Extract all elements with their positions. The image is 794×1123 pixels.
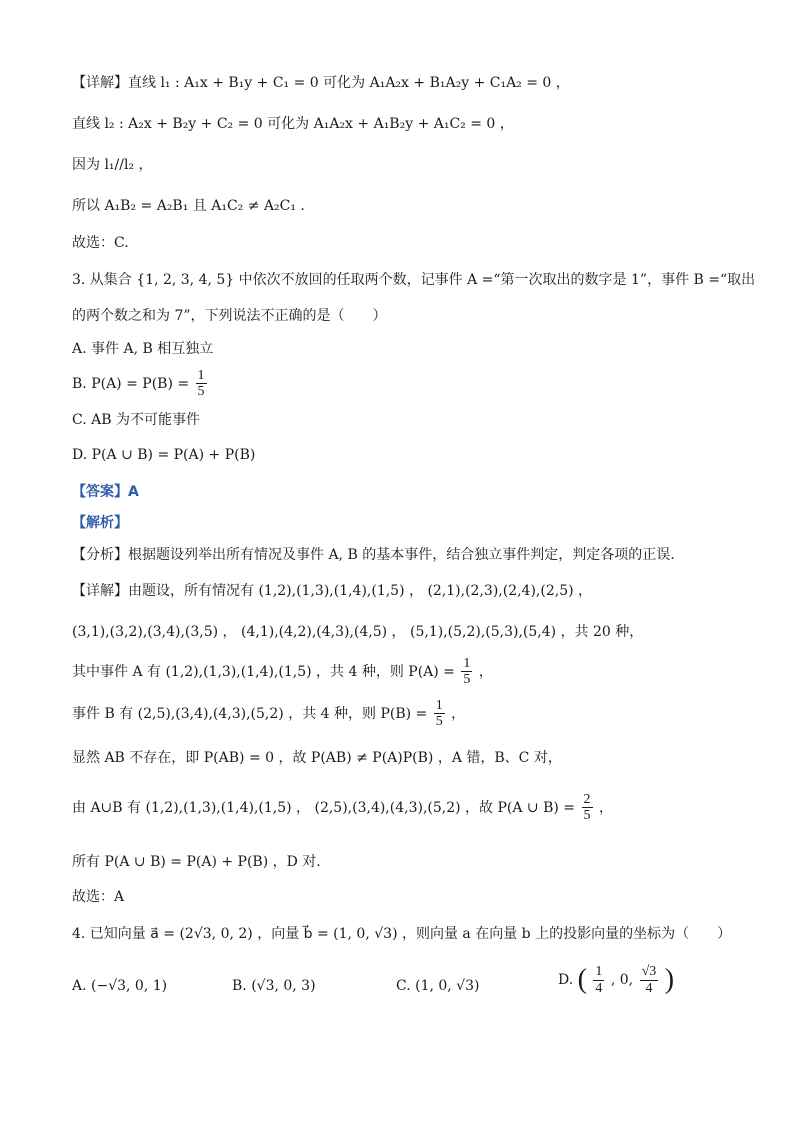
paren-close: )	[664, 964, 675, 995]
q4-option-a: A. (−√3, 0, 1)	[72, 978, 168, 994]
comma: ，	[478, 663, 493, 680]
fraction-denominator: 5	[463, 672, 471, 688]
option-d: D. P(A ∪ B) = P(A) + P(B)	[72, 447, 256, 463]
text-line: 故选：C.	[72, 235, 129, 251]
fraction	[196, 368, 207, 400]
question-4-stem: 4. 已知向量 a⃗ = (2√3, 0, 2) ，向量 b⃗ = (1, 0, √3) ，则向量 a 在向量 b 上的投影向量的坐标为（ ）	[72, 926, 732, 942]
text-line	[72, 792, 613, 824]
text-line: 直线 l₂ : A₂x + B₂y + C₂ = 0 可化为 A₁A₂x + A₁B₂y + A₁C₂ = 0 ，	[72, 116, 514, 132]
comma: ，	[451, 705, 466, 722]
paren-open: (	[577, 964, 587, 995]
fraction-denominator: 4	[595, 980, 603, 996]
analysis-label: 【解析】	[72, 515, 128, 531]
fraction-numerator: 1	[463, 656, 471, 671]
text-line: 显然 AB 不存在，即 P(AB) = 0 ，故 P(AB) ≠ P(A)P(B) ，A 错，B、C 对，	[72, 750, 562, 766]
text-line: (3,1),(3,2),(3,4),(3,5) ， (4,1),(4,2),(4,3),(4,5) ， (5,1),(5,2),(5,3),(5,4) ，共 20 种，	[72, 624, 644, 640]
fraction	[434, 698, 445, 730]
q4-option-d-label: D.	[558, 972, 574, 988]
option-b	[72, 368, 209, 400]
fraction-numerator: 1	[197, 368, 205, 383]
text-segment: 由 A∪B 有 (1,2),(1,3),(1,4),(1,5) ， (2,5),(3,4),(4,3),(5,2) ，故 P(A ∪ B) =	[72, 799, 576, 816]
comma: ，	[598, 799, 613, 816]
fraction-denominator: 5	[197, 384, 205, 400]
fraction-denominator: 5	[435, 714, 443, 730]
text-line: 【分析】根据题设列举出所有情况及事件 A, B 的基本事件，结合独立事件判定，判定各项的正误.	[72, 547, 675, 563]
fraction-denominator: 4	[645, 980, 653, 996]
option-c: C. AB 为不可能事件	[72, 412, 200, 428]
fraction-numerator: 1	[595, 964, 603, 980]
text-line	[72, 698, 465, 730]
text-line: 【详解】直线 l₁ : A₁x + B₁y + C₁ = 0 可化为 A₁A₂x + B₁A₂y + C₁A₂ = 0 ，	[72, 75, 570, 91]
text-line: 因为 l₁//l₂ ，	[72, 157, 153, 173]
option-b-text: B. P(A) = P(B) =	[72, 375, 190, 392]
text-line: 【详解】由题设，所有情况有 (1,2),(1,3),(1,4),(1,5) ， (2,1),(2,3),(2,4),(2,5) ，	[72, 583, 593, 599]
fraction	[461, 656, 472, 688]
text-line: 故选：A	[72, 889, 125, 905]
fraction-numerator: √3	[641, 964, 657, 980]
text-line	[72, 656, 493, 688]
fraction-numerator: 1	[435, 698, 443, 713]
text-line: 所以 A₁B₂ = A₂B₁ 且 A₁C₂ ≠ A₂C₁ .	[72, 198, 305, 214]
question-3-stem-cont: 的两个数之和为 7”，下列说法不正确的是（ ）	[72, 308, 387, 324]
fraction	[593, 964, 604, 996]
option-a: A. 事件 A, B 相互独立	[72, 341, 214, 357]
q4-option-c: C. (1, 0, √3)	[396, 978, 480, 994]
fraction-numerator: 2	[583, 792, 591, 807]
q4-option-b: B. (√3, 0, 3)	[232, 978, 316, 994]
text-segment: 事件 B 有 (2,5),(3,4),(4,3),(5,2) ，共 4 种，则 P(B) =	[72, 705, 428, 722]
q4-option-d	[558, 964, 674, 996]
question-3-stem: 3. 从集合 {1, 2, 3, 4, 5} 中依次不放回的任取两个数，记事件 A =“第一次取出的数字是 1”，事件 B =“取出	[72, 272, 756, 288]
text-line: 所有 P(A ∪ B) = P(A) + P(B) ，D 对.	[72, 854, 321, 870]
fraction	[582, 792, 593, 824]
fraction	[640, 964, 659, 996]
fraction-denominator: 5	[583, 808, 591, 824]
text-segment: , 0,	[610, 972, 634, 988]
text-segment: 其中事件 A 有 (1,2),(1,3),(1,4),(1,5) ，共 4 种，则 P(A) =	[72, 663, 455, 680]
answer-label: 【答案】A	[72, 484, 139, 500]
